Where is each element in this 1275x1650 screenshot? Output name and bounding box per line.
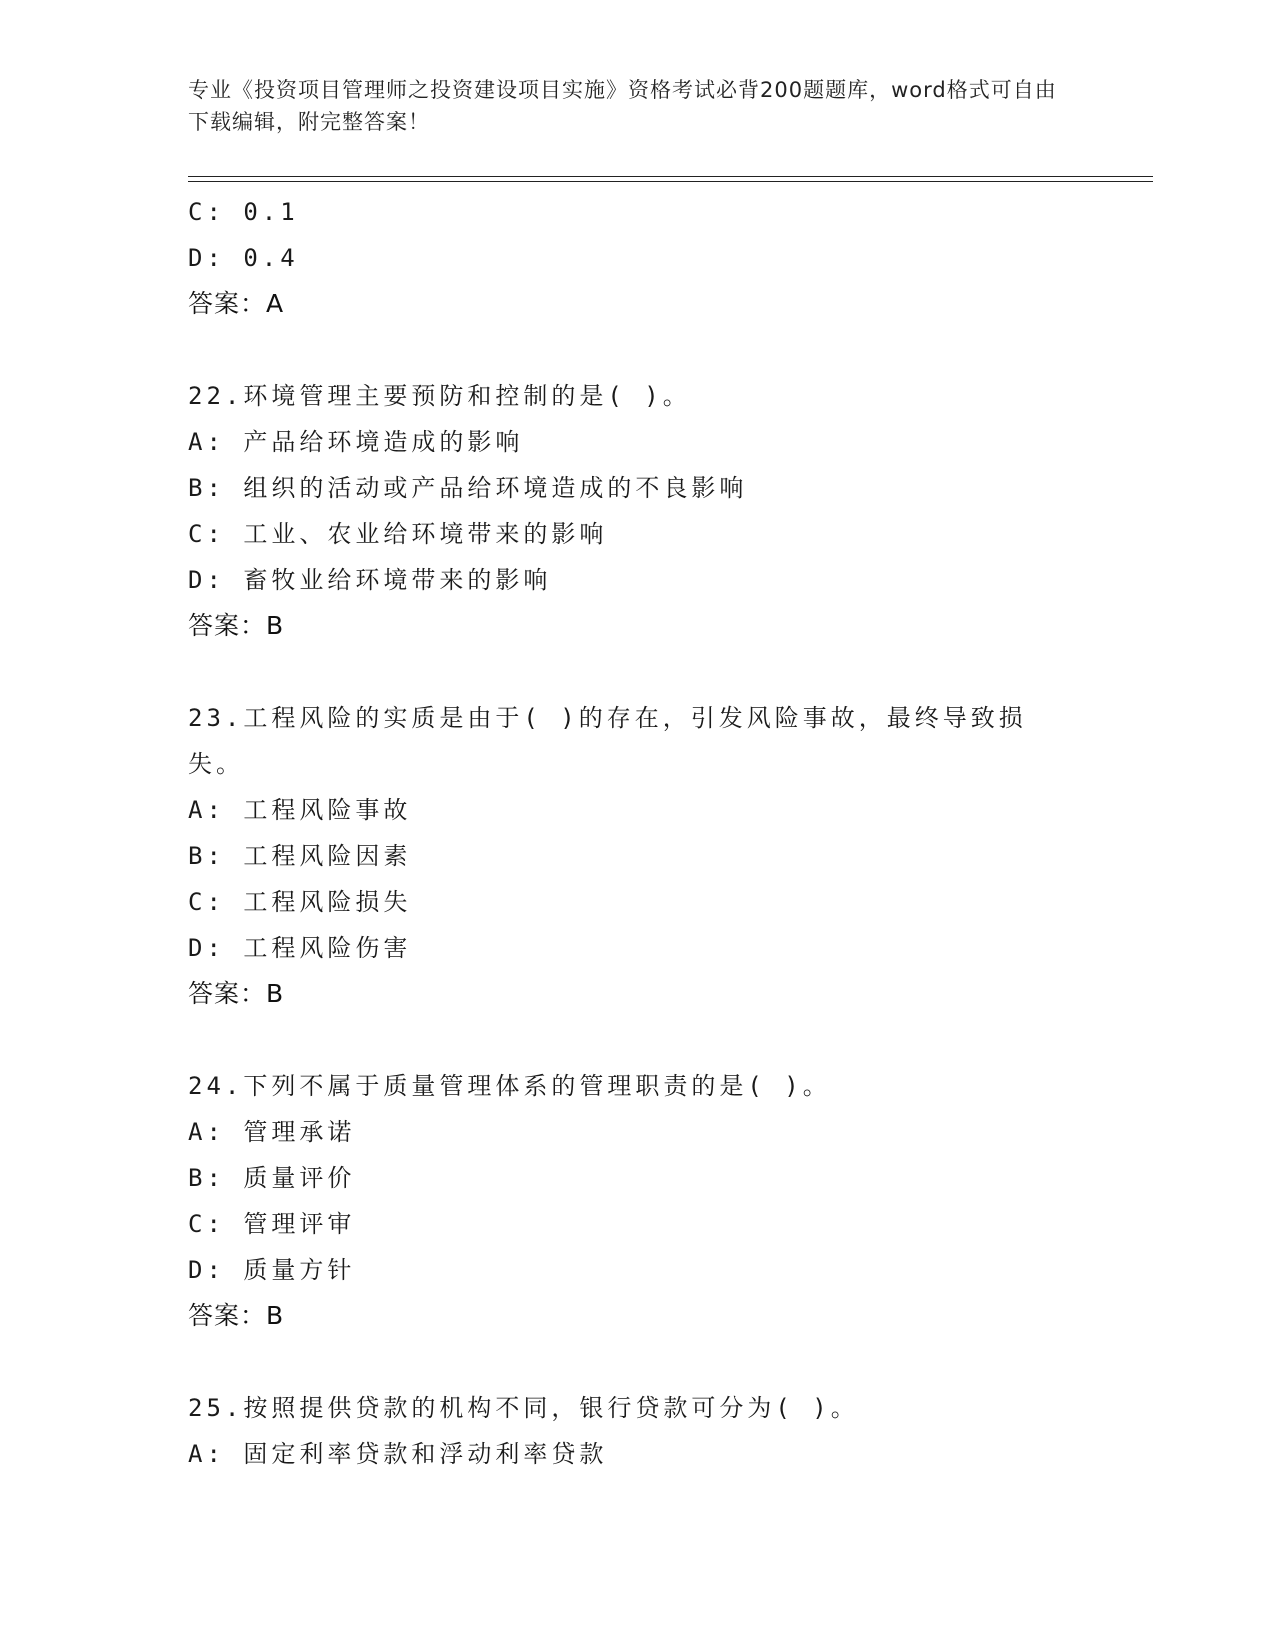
option-d: D: 工程风险伤害 xyxy=(188,934,412,962)
spacer xyxy=(188,649,1088,695)
spacer xyxy=(188,327,1088,373)
option-c: C: 管理评审 xyxy=(188,1210,356,1238)
option-c: C: 0.1 xyxy=(188,198,299,226)
option-a: A: 工程风险事故 xyxy=(188,796,412,824)
option-c: C: 工程风险损失 xyxy=(188,888,412,916)
question-stem: 24.下列不属于质量管理体系的管理职责的是( )。 xyxy=(188,1072,831,1100)
header-rule-top xyxy=(188,176,1153,177)
answer-line: 答案：B xyxy=(188,979,285,1008)
option-d: D: 0.4 xyxy=(188,244,299,272)
option-b: B: 质量评价 xyxy=(188,1164,356,1192)
spacer xyxy=(188,1017,1088,1063)
option-a: A: 管理承诺 xyxy=(188,1118,356,1146)
header-rule-bottom xyxy=(188,181,1153,182)
option-a: A: 产品给环境造成的影响 xyxy=(188,428,524,456)
answer-line: 答案：B xyxy=(188,1301,285,1330)
answer-line: 答案：A xyxy=(188,289,285,318)
option-a: A: 固定利率贷款和浮动利率贷款 xyxy=(188,1440,608,1468)
spacer xyxy=(188,1339,1088,1385)
option-d: D: 质量方针 xyxy=(188,1256,356,1284)
answer-line: 答案：B xyxy=(188,611,285,640)
option-b: B: 工程风险因素 xyxy=(188,842,412,870)
question-stem: 23.工程风险的实质是由于( )的存在，引发风险事故，最终导致损失。 xyxy=(188,704,1027,778)
option-b: B: 组织的活动或产品给环境造成的不良影响 xyxy=(188,474,748,502)
option-d: D: 畜牧业给环境带来的影响 xyxy=(188,566,552,594)
option-c: C: 工业、农业给环境带来的影响 xyxy=(188,520,608,548)
question-content xyxy=(188,189,1088,1477)
document-header-title: 专业《投资项目管理师之投资建设项目实施》资格考试必背200题题库，word格式可自由下载编辑，附完整答案！ xyxy=(188,78,1057,134)
question-stem: 25.按照提供贷款的机构不同，银行贷款可分为( )。 xyxy=(188,1394,859,1422)
question-stem: 22.环境管理主要预防和控制的是( )。 xyxy=(188,382,691,410)
